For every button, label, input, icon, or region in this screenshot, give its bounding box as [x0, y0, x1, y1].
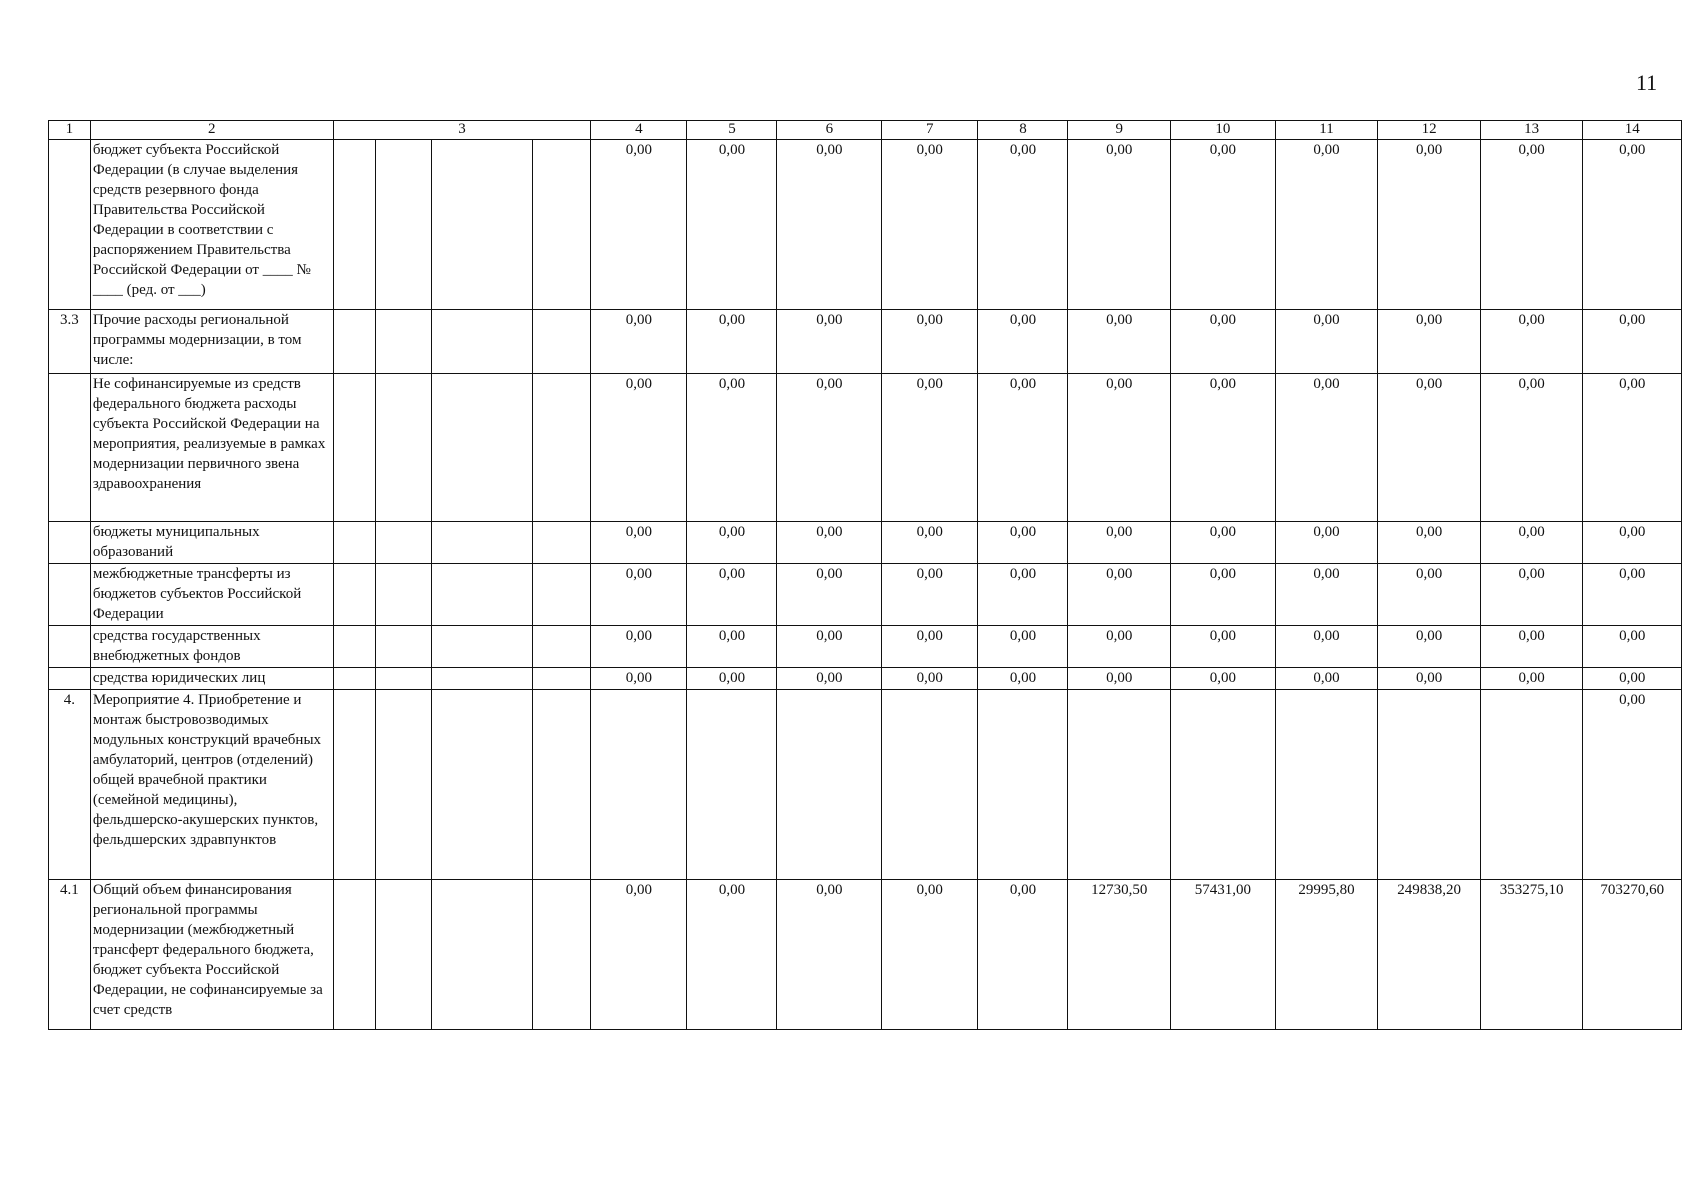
- value-cell-col-13: 0,00: [1480, 626, 1583, 668]
- value-cell-col-14: 0,00: [1583, 668, 1682, 690]
- empty-subcell: [375, 374, 432, 522]
- empty-subcell: [333, 522, 375, 564]
- empty-subcell: [375, 310, 432, 374]
- row-code: [49, 374, 91, 522]
- value-cell-col-9: [1068, 690, 1171, 880]
- empty-subcell: [532, 690, 591, 880]
- value-cell-col-6: 0,00: [777, 310, 882, 374]
- empty-subcell: [432, 564, 532, 626]
- value-cell-col-14: 0,00: [1583, 690, 1682, 880]
- empty-subcell: [532, 310, 591, 374]
- value-cell-col-8: 0,00: [978, 310, 1068, 374]
- empty-subcell: [333, 690, 375, 880]
- value-cell-col-8: [978, 690, 1068, 880]
- value-cell-col-12: 0,00: [1378, 310, 1481, 374]
- empty-subcell: [532, 374, 591, 522]
- value-cell-col-8: 0,00: [978, 564, 1068, 626]
- value-cell-col-11: 0,00: [1275, 374, 1378, 522]
- empty-subcell: [532, 564, 591, 626]
- header-col-3: 3: [333, 121, 590, 140]
- table-row: [49, 690, 1682, 880]
- row-code: [49, 626, 91, 668]
- empty-subcell: [333, 880, 375, 1030]
- value-cell-col-6: 0,00: [777, 374, 882, 522]
- table-row: [49, 564, 1682, 626]
- empty-subcell: [375, 564, 432, 626]
- value-cell-col-5: 0,00: [687, 374, 777, 522]
- row-description: бюджеты муниципальных образований: [90, 522, 333, 564]
- empty-subcell: [432, 374, 532, 522]
- empty-subcell: [375, 522, 432, 564]
- empty-subcell: [532, 668, 591, 690]
- value-cell-col-4: 0,00: [591, 564, 687, 626]
- value-cell-col-11: 0,00: [1275, 140, 1378, 310]
- header-col-14: 14: [1583, 121, 1682, 140]
- empty-subcell: [375, 668, 432, 690]
- value-cell-col-12: 0,00: [1378, 626, 1481, 668]
- value-cell-col-4: 0,00: [591, 522, 687, 564]
- value-cell-col-14: 0,00: [1583, 374, 1682, 522]
- value-cell-col-13: 0,00: [1480, 374, 1583, 522]
- header-col-5: 5: [687, 121, 777, 140]
- header-col-4: 4: [591, 121, 687, 140]
- value-cell-col-5: [687, 690, 777, 880]
- value-cell-col-12: 0,00: [1378, 374, 1481, 522]
- empty-subcell: [375, 140, 432, 310]
- row-description: Мероприятие 4. Приобретение и монтаж быстровозводимых модульных конструкций врачебных амбулаторий, центров (отделений) общей врачебной практики (семейной медицины), фельдшерско-акушерских пунктов, фельдшерских здравпунктов: [90, 690, 333, 880]
- value-cell-col-13: 0,00: [1480, 140, 1583, 310]
- header-col-7: 7: [882, 121, 978, 140]
- value-cell-col-9: 0,00: [1068, 374, 1171, 522]
- empty-subcell: [333, 668, 375, 690]
- value-cell-col-4: [591, 690, 687, 880]
- row-description: межбюджетные трансферты из бюджетов субъектов Российской Федерации: [90, 564, 333, 626]
- value-cell-col-4: 0,00: [591, 626, 687, 668]
- empty-subcell: [432, 668, 532, 690]
- value-cell-col-9: 12730,50: [1068, 880, 1171, 1030]
- value-cell-col-13: 0,00: [1480, 522, 1583, 564]
- empty-subcell: [432, 880, 532, 1030]
- value-cell-col-7: 0,00: [882, 374, 978, 522]
- value-cell-col-5: 0,00: [687, 140, 777, 310]
- value-cell-col-12: [1378, 690, 1481, 880]
- value-cell-col-9: 0,00: [1068, 522, 1171, 564]
- row-description: средства государственных внебюджетных фондов: [90, 626, 333, 668]
- table-header-row: [49, 121, 1682, 140]
- row-code: 3.3: [49, 310, 91, 374]
- value-cell-col-13: [1480, 690, 1583, 880]
- row-code: [49, 668, 91, 690]
- value-cell-col-9: 0,00: [1068, 626, 1171, 668]
- value-cell-col-9: 0,00: [1068, 310, 1171, 374]
- value-cell-col-8: 0,00: [978, 374, 1068, 522]
- value-cell-col-8: 0,00: [978, 626, 1068, 668]
- value-cell-col-11: 0,00: [1275, 564, 1378, 626]
- empty-subcell: [432, 140, 532, 310]
- row-code: 4.: [49, 690, 91, 880]
- value-cell-col-4: 0,00: [591, 668, 687, 690]
- value-cell-col-14: 703270,60: [1583, 880, 1682, 1030]
- value-cell-col-7: 0,00: [882, 668, 978, 690]
- value-cell-col-10: 0,00: [1171, 310, 1276, 374]
- value-cell-col-10: 0,00: [1171, 374, 1276, 522]
- value-cell-col-6: 0,00: [777, 140, 882, 310]
- value-cell-col-7: 0,00: [882, 140, 978, 310]
- row-description: Не софинансируемые из средств федерального бюджета расходы субъекта Российской Федерации на мероприятия, реализуемые в рамках модернизации первичного звена здравоохранения: [90, 374, 333, 522]
- value-cell-col-6: 0,00: [777, 522, 882, 564]
- value-cell-col-10: 0,00: [1171, 522, 1276, 564]
- table-row: [49, 522, 1682, 564]
- value-cell-col-14: 0,00: [1583, 522, 1682, 564]
- page-number: 11: [1636, 70, 1658, 95]
- value-cell-col-12: 0,00: [1378, 564, 1481, 626]
- empty-subcell: [375, 880, 432, 1030]
- table-row: [49, 668, 1682, 690]
- value-cell-col-14: 0,00: [1583, 564, 1682, 626]
- row-description: Прочие расходы региональной программы модернизации, в том числе:: [90, 310, 333, 374]
- value-cell-col-5: 0,00: [687, 522, 777, 564]
- empty-subcell: [333, 626, 375, 668]
- row-description: средства юридических лиц: [90, 668, 333, 690]
- row-code: [49, 564, 91, 626]
- value-cell-col-11: 0,00: [1275, 522, 1378, 564]
- value-cell-col-9: 0,00: [1068, 668, 1171, 690]
- empty-subcell: [333, 140, 375, 310]
- value-cell-col-7: 0,00: [882, 310, 978, 374]
- header-col-13: 13: [1480, 121, 1583, 140]
- table-row: [49, 374, 1682, 522]
- value-cell-col-12: 0,00: [1378, 522, 1481, 564]
- empty-subcell: [432, 522, 532, 564]
- value-cell-col-7: 0,00: [882, 626, 978, 668]
- empty-subcell: [532, 626, 591, 668]
- header-col-6: 6: [777, 121, 882, 140]
- empty-subcell: [432, 690, 532, 880]
- value-cell-col-6: 0,00: [777, 564, 882, 626]
- value-cell-col-11: 0,00: [1275, 668, 1378, 690]
- value-cell-col-14: 0,00: [1583, 626, 1682, 668]
- row-code: [49, 140, 91, 310]
- value-cell-col-4: 0,00: [591, 880, 687, 1030]
- value-cell-col-13: 0,00: [1480, 310, 1583, 374]
- value-cell-col-8: 0,00: [978, 140, 1068, 310]
- value-cell-col-5: 0,00: [687, 310, 777, 374]
- value-cell-col-9: 0,00: [1068, 140, 1171, 310]
- empty-subcell: [432, 626, 532, 668]
- value-cell-col-4: 0,00: [591, 310, 687, 374]
- value-cell-col-10: 0,00: [1171, 626, 1276, 668]
- value-cell-col-6: [777, 690, 882, 880]
- value-cell-col-6: 0,00: [777, 626, 882, 668]
- row-description: бюджет субъекта Российской Федерации (в случае выделения средств резервного фонда Правительства Российской Федерации в соответствии с распоряжением Правительства Российской Федерации от ____ № ____ (ред. от ___): [90, 140, 333, 310]
- empty-subcell: [532, 140, 591, 310]
- value-cell-col-13: 353275,10: [1480, 880, 1583, 1030]
- value-cell-col-12: 249838,20: [1378, 880, 1481, 1030]
- value-cell-col-8: 0,00: [978, 668, 1068, 690]
- empty-subcell: [375, 626, 432, 668]
- value-cell-col-11: [1275, 690, 1378, 880]
- value-cell-col-12: 0,00: [1378, 140, 1481, 310]
- value-cell-col-7: 0,00: [882, 564, 978, 626]
- value-cell-col-10: [1171, 690, 1276, 880]
- value-cell-col-7: 0,00: [882, 522, 978, 564]
- empty-subcell: [375, 690, 432, 880]
- value-cell-col-10: 0,00: [1171, 140, 1276, 310]
- value-cell-col-14: 0,00: [1583, 310, 1682, 374]
- header-col-12: 12: [1378, 121, 1481, 140]
- value-cell-col-10: 0,00: [1171, 668, 1276, 690]
- value-cell-col-11: 0,00: [1275, 626, 1378, 668]
- value-cell-col-13: 0,00: [1480, 564, 1583, 626]
- value-cell-col-14: 0,00: [1583, 140, 1682, 310]
- value-cell-col-11: 0,00: [1275, 310, 1378, 374]
- value-cell-col-7: [882, 690, 978, 880]
- empty-subcell: [333, 564, 375, 626]
- empty-subcell: [333, 374, 375, 522]
- value-cell-col-12: 0,00: [1378, 668, 1481, 690]
- header-col-10: 10: [1171, 121, 1276, 140]
- empty-subcell: [532, 522, 591, 564]
- row-code: [49, 522, 91, 564]
- header-col-11: 11: [1275, 121, 1378, 140]
- header-col-2: 2: [90, 121, 333, 140]
- value-cell-col-9: 0,00: [1068, 564, 1171, 626]
- value-cell-col-10: 57431,00: [1171, 880, 1276, 1030]
- table-row: [49, 140, 1682, 310]
- value-cell-col-6: 0,00: [777, 668, 882, 690]
- table-row: [49, 310, 1682, 374]
- table-row: [49, 880, 1682, 1030]
- row-code: 4.1: [49, 880, 91, 1030]
- value-cell-col-5: 0,00: [687, 564, 777, 626]
- header-col-8: 8: [978, 121, 1068, 140]
- empty-subcell: [532, 880, 591, 1030]
- value-cell-col-13: 0,00: [1480, 668, 1583, 690]
- value-cell-col-11: 29995,80: [1275, 880, 1378, 1030]
- value-cell-col-5: 0,00: [687, 880, 777, 1030]
- value-cell-col-8: 0,00: [978, 880, 1068, 1030]
- value-cell-col-5: 0,00: [687, 668, 777, 690]
- value-cell-col-5: 0,00: [687, 626, 777, 668]
- value-cell-col-8: 0,00: [978, 522, 1068, 564]
- header-col-1: 1: [49, 121, 91, 140]
- empty-subcell: [432, 310, 532, 374]
- financing-table: [48, 120, 1682, 1030]
- value-cell-col-4: 0,00: [591, 140, 687, 310]
- value-cell-col-10: 0,00: [1171, 564, 1276, 626]
- table-row: [49, 626, 1682, 668]
- empty-subcell: [333, 310, 375, 374]
- value-cell-col-6: 0,00: [777, 880, 882, 1030]
- value-cell-col-7: 0,00: [882, 880, 978, 1030]
- row-description: Общий объем финансирования региональной программы модернизации (межбюджетный трансферт федерального бюджета, бюджет субъекта Российской Федерации, не софинансируемые за счет средств: [90, 880, 333, 1030]
- header-col-9: 9: [1068, 121, 1171, 140]
- value-cell-col-4: 0,00: [591, 374, 687, 522]
